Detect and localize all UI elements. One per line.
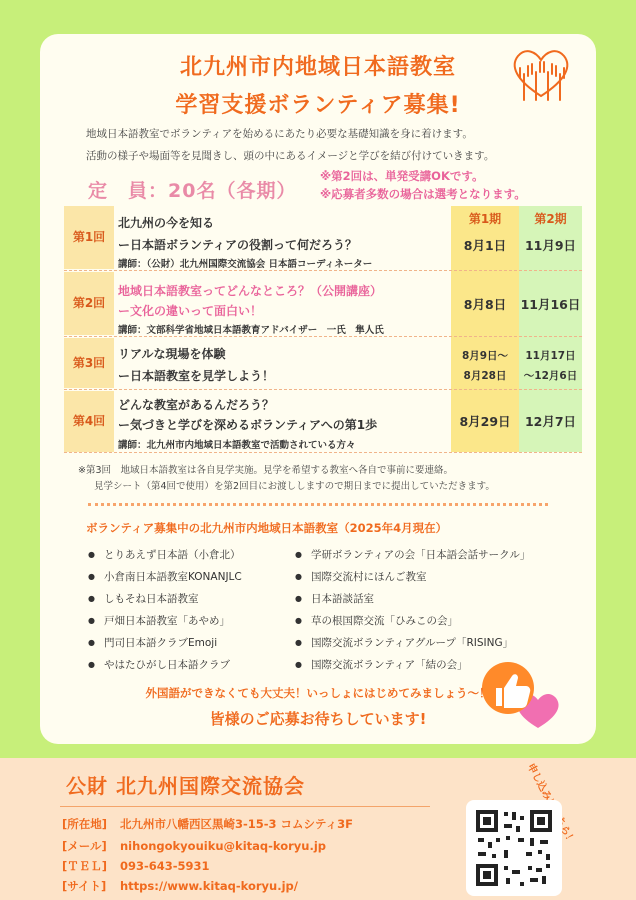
contact-value[interactable]: nihongokyouiku@kitaq-koryu.jp: [120, 839, 327, 853]
session-4-label: 第4回: [64, 391, 114, 452]
session-2-lecturer: 講師：文部科学省地域日本語教育アドバイザー 一氏 隼人氏: [118, 325, 384, 336]
session-3-label: 第3回: [64, 338, 114, 388]
class-item: ● 国際交流ボランティアグループ「RISING」: [295, 635, 513, 650]
session-4-date-p2: 12月7日: [524, 414, 577, 429]
title-line-2: 学習支援ボランティア募集!: [175, 93, 461, 118]
contact-label: [所在地]: [62, 817, 108, 831]
note-single-session: ※第2回は、単発受講OKです。: [320, 169, 484, 183]
dotted-divider: [88, 503, 548, 506]
session-3-date-p1-end: 8月28日: [463, 370, 507, 382]
organization-underline: [60, 806, 430, 807]
qr-code-icon: [466, 800, 562, 896]
session-2-date-p1: 8月8日: [463, 297, 507, 312]
session-2-label: 第2回: [64, 272, 114, 335]
period2-header: 第2期: [534, 212, 567, 226]
session-1-title: 北九州の今を知る: [118, 216, 215, 230]
class-item: ● 戸畑日本語教室「あやめ」: [88, 613, 230, 628]
row-divider: [64, 389, 582, 390]
class-item: ● とりあえず日本語（小倉北）: [88, 547, 240, 562]
row-divider: [64, 270, 582, 271]
intro-line-2: 活動の様子や場面等を見聞きし、頭の中にあるイメージと学びを結び付けていきます。: [86, 150, 495, 162]
class-item: ● やはたひがし日本語クラブ: [88, 657, 230, 672]
session-1-subtitle: ー日本語ボランティアの役割って何だろう？: [118, 238, 358, 252]
class-item: ● 日本語談話室: [295, 591, 374, 606]
contact-label: [サイト]: [62, 879, 107, 893]
session-3-date-p2-start: 11月17日: [525, 350, 576, 362]
session-3-date-p1-start: 8月9日～: [461, 350, 509, 362]
qr-code[interactable]: [466, 800, 562, 896]
row-divider: [64, 452, 582, 453]
session-4-lecturer: 講師：北九州市内地域日本語教室で活動されている方々: [118, 440, 356, 451]
class-item: ● 草の根国際交流「ひみこの会」: [295, 613, 458, 628]
session-1-date-p1: 8月1日: [463, 238, 507, 253]
footnote-1: ※第3回 地域日本語教室は各自見学実施。見学を希望する教室へ各自で事前に要連絡。: [78, 465, 454, 476]
session-1-label: 第1回: [64, 206, 114, 269]
class-item: ● 学研ボランティアの会「日本語会話サークル」: [295, 547, 530, 562]
contact-email[interactable]: [62, 838, 326, 854]
period1-header: 第1期: [468, 212, 502, 226]
session-4-date-p1: 8月29日: [459, 414, 511, 429]
session-2-date-p2: 11月16日: [520, 297, 581, 312]
session-4-title: どんな教室があるんだろう？: [118, 398, 275, 412]
capacity: 定 員：20名（各期）: [88, 180, 297, 202]
session-1-lecturer: 講師：（公財）北九州国際交流協会 日本語コーディネーター: [118, 259, 373, 270]
contact-address: [62, 816, 353, 832]
contact-value: 北九州市八幡西区黒崎3-15-3 コムシティ3F: [120, 817, 353, 831]
classes-heading: ボランティア募集中の北九州市内地域日本語教室（2025年4月現在）: [86, 521, 448, 535]
class-item: ● 小倉南日本語教室KONANJLC: [88, 569, 242, 584]
class-item: ● 門司日本語クラブEmoji: [88, 635, 217, 650]
encouragement-message: 外国語ができなくても大丈夫！いっしょにはじめてみましょう～！: [145, 686, 491, 700]
contact-value[interactable]: https://www.kitaq-koryu.jp/: [120, 879, 298, 893]
raised-hands-heart-icon: [506, 44, 576, 104]
class-item: ● 国際交流ボランティア「結の会」: [295, 657, 468, 672]
contact-phone: [62, 858, 210, 874]
session-2-subtitle: ー文化の違いって面白い！: [118, 304, 263, 318]
class-item: ● 国際交流村にほんご教室: [295, 569, 426, 584]
session-3-title: リアルな現場を体験: [118, 347, 226, 361]
note-selection: ※応募者多数の場合は選考となります。: [320, 187, 526, 201]
organization-name: 公財 北九州国際交流協会: [66, 774, 305, 798]
closing-message: 皆様のご応募お待ちしています!: [209, 710, 427, 728]
footnote-2: 見学シート（第4回で使用）を第2回目にお渡ししますので期日までに提出していただきます。: [94, 481, 495, 492]
session-3-date-p2-end: ～12月6日: [523, 370, 578, 382]
class-item: ● しもそね日本語教室: [88, 591, 198, 606]
session-4-subtitle: ー気づきと学びを深めるボランティアへの第1歩: [118, 418, 378, 432]
contact-website[interactable]: [62, 878, 298, 894]
contact-label: [メール]: [62, 839, 107, 853]
session-1-date-p2: 11月9日: [524, 238, 577, 253]
row-divider: [64, 336, 582, 337]
session-2-title: 地域日本語教室ってどんなところ？（公開講座）: [118, 284, 383, 298]
session-3-subtitle: ー日本語教室を見学しよう！: [118, 369, 275, 383]
contact-value: 093-643-5931: [120, 859, 210, 873]
intro-line-1: 地域日本語教室でボランティアを始めるにあたり必要な基礎知識を身に着けます。: [86, 128, 473, 140]
title-line-1: 北九州市内地域日本語教室: [179, 55, 456, 80]
contact-label: [ＴＥＬ]: [62, 859, 108, 873]
